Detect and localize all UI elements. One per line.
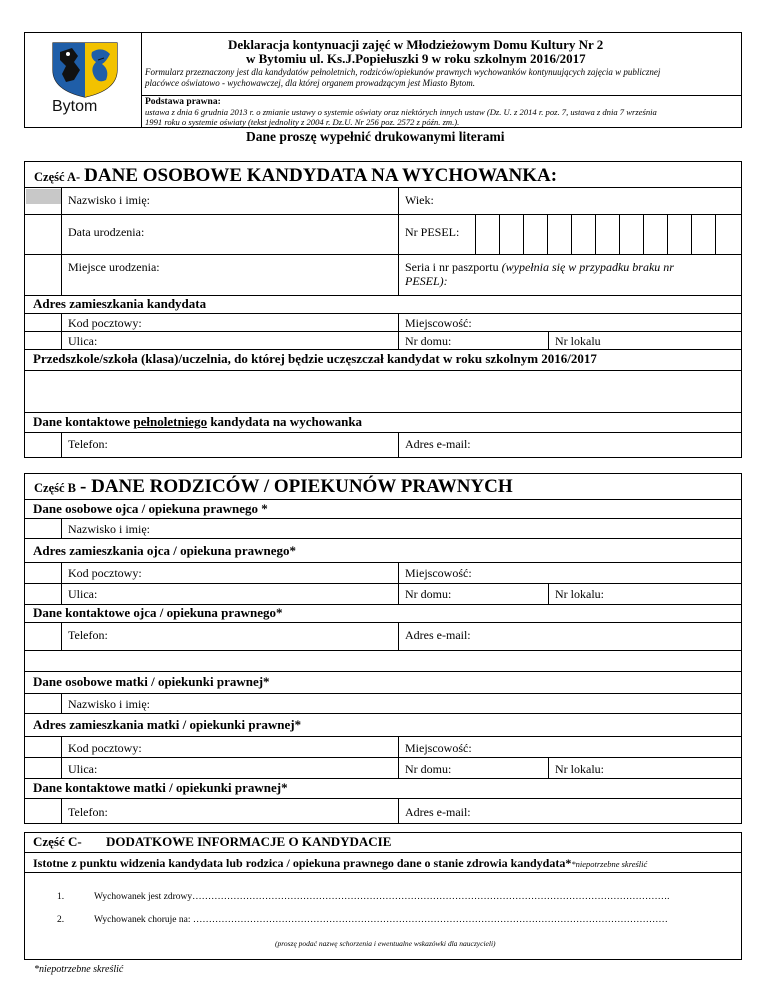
- mother-street-label: Ulica:: [68, 762, 98, 776]
- divider: [24, 499, 742, 500]
- father-address-header: Adres zamieszkania ojca / opiekuna prawnego*: [33, 543, 297, 558]
- adult-contact-header: [33, 414, 362, 430]
- divider: [24, 852, 742, 853]
- age-field-label: Wiek:: [405, 193, 434, 207]
- candidate-phone-label: Telefon:: [68, 437, 108, 451]
- divider: [24, 671, 742, 672]
- divider: [548, 583, 549, 604]
- candidate-house-label: Nr domu:: [405, 334, 452, 348]
- adult-contact-header-pre: Dane kontaktowe: [33, 414, 134, 429]
- divider: [24, 313, 742, 314]
- pesel-box-divider: [715, 214, 716, 254]
- father-flat-label: Nr lokalu:: [555, 587, 604, 601]
- divider: [61, 798, 62, 824]
- part-b-heading: - DANE RODZICÓW / OPIEKUNÓW PRAWNYCH: [80, 476, 513, 497]
- footer-note: *niepotrzebne skreślić: [34, 964, 124, 975]
- pesel-box-divider: [547, 214, 548, 254]
- divider: [61, 518, 62, 538]
- pesel-box-divider: [475, 214, 476, 254]
- birth-place-label: Miejsce urodzenia:: [68, 260, 160, 274]
- divider: [61, 622, 62, 650]
- header-basis-divider: [141, 95, 742, 96]
- divider: [24, 412, 742, 413]
- fill-instruction: Dane proszę wypełnić drukowanymi literami: [246, 129, 505, 144]
- mother-phone-label: Telefon:: [68, 805, 108, 819]
- page-subtitle: w Bytomiu ul. Ks.J.Popiełuszki 9 w roku szkolnym 2016/2017: [246, 51, 586, 66]
- legal-basis-text: ustawa z dnia 6 grudnia 2013 r. o zmianie ustawy o systemie oświaty oraz niektórych innych ustaw (Dz. U. z 2014 r. poz. 7, ustawa z dnia 7 września: [145, 107, 657, 117]
- birth-date-label: Data urodzenia:: [68, 225, 145, 239]
- divider: [548, 331, 549, 349]
- pesel-label: Nr PESEL:: [405, 225, 460, 239]
- form-description: Formularz przeznaczony jest dla kandydatów pełnoletnich, rodziców/opiekunów prawnych wychowanków kontynuujących zajęcia w publicznej: [145, 67, 661, 77]
- form-description-2: placówce oświatowo - wychowawczej, dla której organem prowadzącym jest Miasto Bytom.: [145, 78, 475, 88]
- divider: [398, 432, 399, 458]
- health-header: [33, 854, 647, 872]
- health-item-2-condition[interactable]: Wychowanek choruje na: ……………………………………………………………………………………………………………………………………: [94, 915, 668, 925]
- health-header-note: *niepotrzebne skreślić: [571, 859, 648, 869]
- legal-basis-label: Podstawa prawna:: [145, 97, 221, 107]
- bytom-coat-of-arms: [50, 40, 120, 98]
- divider: [24, 370, 742, 371]
- candidate-flat-label: Nr lokalu: [555, 334, 601, 348]
- health-item-2-number: 2.: [57, 915, 65, 925]
- health-item-1-healthy[interactable]: Wychowanek jest zdrowy…………………………………………………………………………………………………………………………………….: [94, 892, 670, 902]
- divider: [24, 583, 742, 584]
- pesel-box-divider: [619, 214, 620, 254]
- adult-contact-header-post: kandydata na wychowanka: [207, 414, 363, 429]
- divider: [398, 798, 399, 824]
- divider: [24, 693, 742, 694]
- divider: [24, 349, 742, 350]
- divider: [24, 798, 742, 799]
- passport-note: (wypełnia się w przypadku braku nr: [501, 260, 674, 274]
- mother-email-label: Adres e-mail:: [405, 805, 471, 819]
- pesel-box-divider: [499, 214, 500, 254]
- divider: [24, 713, 742, 714]
- mother-house-label: Nr domu:: [405, 762, 452, 776]
- divider: [24, 214, 742, 215]
- divider: [24, 736, 742, 737]
- pesel-box-divider: [643, 214, 644, 254]
- part-b-prefix: Część B: [34, 481, 76, 495]
- pesel-box-divider: [523, 214, 524, 254]
- mother-address-header: Adres zamieszkania matki / opiekunki prawnej*: [33, 717, 302, 732]
- mother-contact-header: Dane kontaktowe matki / opiekunki prawnej*: [33, 780, 288, 795]
- part-a-prefix: Część A-: [34, 170, 81, 184]
- divider: [24, 872, 742, 873]
- pesel-box-divider: [667, 214, 668, 254]
- mother-name-label: Nazwisko i imię:: [68, 697, 150, 711]
- divider: [24, 254, 742, 255]
- father-city-label: Miejscowość:: [405, 566, 472, 580]
- health-hint: (proszę podać nazwę schorzenia i ewentualne wskazówki dla nauczycieli): [275, 939, 496, 948]
- father-contact-header: Dane kontaktowe ojca / opiekuna prawnego*: [33, 605, 283, 620]
- passport-label-text: Seria i nr paszportu: [405, 260, 502, 274]
- bytom-logo-text: Bytom: [52, 98, 98, 115]
- part-c-heading: DODATKOWE INFORMACJE O KANDYDACIE: [106, 834, 392, 849]
- divider: [61, 432, 62, 458]
- mother-postal-label: Kod pocztowy:: [68, 741, 142, 755]
- father-phone-label: Telefon:: [68, 628, 108, 642]
- father-email-label: Adres e-mail:: [405, 628, 471, 642]
- father-house-label: Nr domu:: [405, 587, 452, 601]
- divider: [61, 187, 62, 295]
- part-c-prefix: Część C-: [33, 834, 82, 849]
- pesel-box-divider: [571, 214, 572, 254]
- father-name-label: Nazwisko i imię:: [68, 522, 150, 536]
- divider: [24, 432, 742, 433]
- divider: [24, 757, 742, 758]
- divider: [398, 622, 399, 650]
- part-b-title: [34, 476, 513, 498]
- pesel-box-divider: [691, 214, 692, 254]
- mother-personal-header: Dane osobowe matki / opiekunki prawnej*: [33, 674, 270, 689]
- mother-flat-label: Nr lokalu:: [555, 762, 604, 776]
- divider: [24, 562, 742, 563]
- father-postal-label: Kod pocztowy:: [68, 566, 142, 580]
- divider: [61, 693, 62, 713]
- divider: [24, 622, 742, 623]
- health-header-text: Istotne z punktu widzenia kandydata lub rodzica / opiekuna prawnego dane o stanie zdrowia kandydata*: [33, 856, 572, 870]
- divider: [24, 538, 742, 539]
- header-logo-divider: [141, 32, 142, 128]
- divider: [548, 757, 549, 778]
- passport-label-2: PESEL):: [405, 274, 448, 288]
- divider: [24, 187, 742, 188]
- passport-label: [405, 260, 674, 275]
- divider: [24, 518, 742, 519]
- candidate-postal-label: Kod pocztowy:: [68, 316, 142, 330]
- divider: [24, 778, 742, 779]
- divider: [24, 331, 742, 332]
- school-header: Przedszkole/szkoła (klasa)/uczelnia, do której będzie uczęszczał kandydat w roku szkolnym 2016/2017: [33, 351, 597, 366]
- part-a-title: [34, 165, 557, 187]
- candidate-address-header: Adres zamieszkania kandydata: [33, 296, 207, 311]
- father-street-label: Ulica:: [68, 587, 98, 601]
- candidate-email-label: Adres e-mail:: [405, 437, 471, 451]
- adult-contact-header-adult: pełnoletniego: [133, 414, 208, 429]
- grey-marker: [26, 189, 61, 204]
- part-a-heading: DANE OSOBOWE KANDYDATA NA WYCHOWANKA:: [84, 165, 558, 186]
- legal-basis-text-2: 1991 roku o systemie oświaty (tekst jednolity z 2004 r. Dz.U. Nr 256 poz. 2572 z późn. zm.).: [145, 117, 460, 127]
- mother-city-label: Miejscowość:: [405, 741, 472, 755]
- pesel-box-divider: [595, 214, 596, 254]
- candidate-city-label: Miejscowość:: [405, 316, 472, 330]
- divider: [24, 650, 742, 651]
- page-title: Deklaracja kontynuacji zajęć w Młodzieżowym Domu Kultury Nr 2: [228, 37, 604, 52]
- father-personal-header: Dane osobowe ojca / opiekuna prawnego *: [33, 501, 268, 516]
- health-item-1-number: 1.: [57, 892, 65, 902]
- name-field-label: Nazwisko i imię:: [68, 193, 150, 207]
- candidate-street-label: Ulica:: [68, 334, 98, 348]
- divider: [398, 187, 399, 295]
